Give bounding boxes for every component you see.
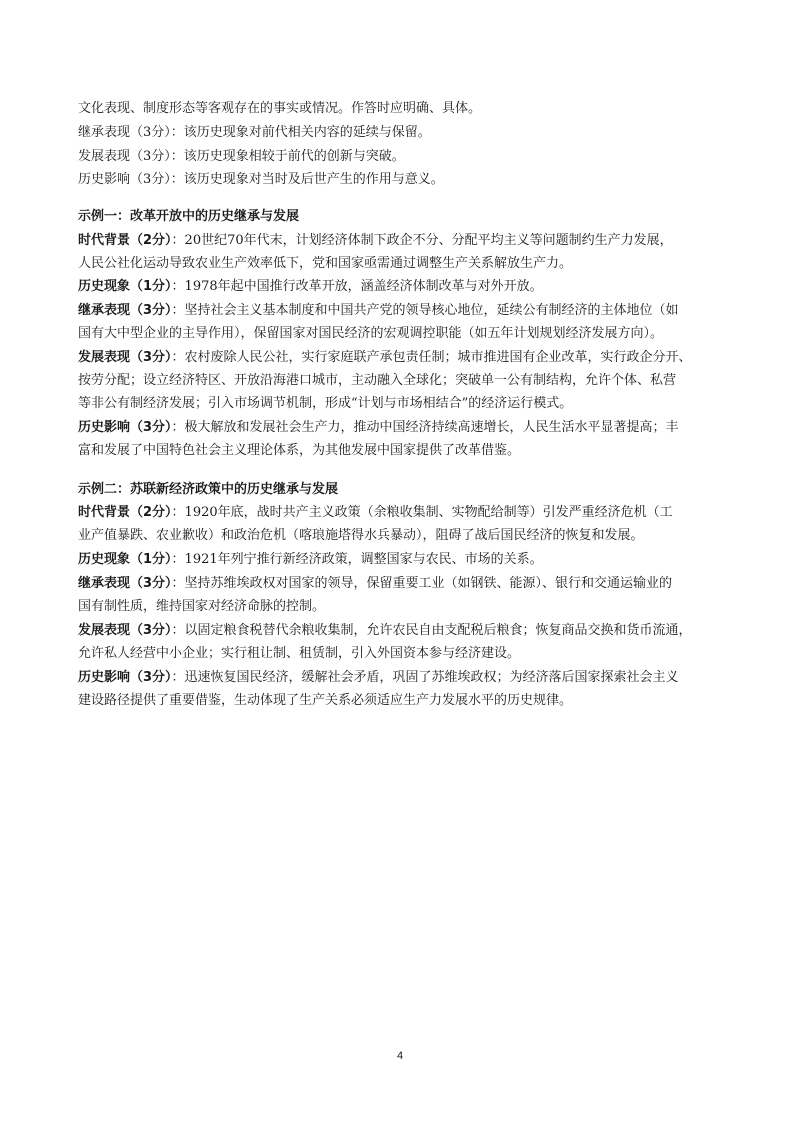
field-label: 历史现象（1分） (78, 279, 172, 294)
example2-line (78, 692, 728, 710)
field-label: 继承表现（3分） (78, 576, 172, 591)
field-text: 业产值暴跌、农业歉收）和政治危机（喀琅施塔得水兵暴动），阻碍了战后国民经济的恢复和发展。 (78, 528, 644, 543)
example1-line (78, 302, 728, 320)
example2-line (78, 669, 728, 687)
example2-line (78, 622, 728, 640)
example2-line (78, 598, 728, 616)
field-text: ：极大解放和发展社会生产力，推动中国经济持续高速增长，人民生活水平显著提高；丰 (171, 420, 679, 435)
example1-line (78, 395, 728, 413)
field-label: 时代背景（2分） (78, 233, 172, 248)
example1-line (78, 419, 728, 437)
example1-title: 示例一：改革开放中的历史继承与发展 (78, 209, 300, 224)
field-text: ：1978年起中国推行改革开放，涵盖经济体制改革与对外开放。 (171, 279, 543, 294)
example1-line (78, 278, 728, 296)
field-label: 继承表现（3分） (78, 303, 172, 318)
field-label: 历史现象（1分） (78, 552, 172, 567)
field-text: ：20世纪70年代末，计划经济体制下政企不分、分配平均主义等问题制约生产力发展， (171, 233, 673, 248)
field-text: 建设路径提供了重要借鉴，生动体现了生产关系必须适应生产力发展水平的历史规律。 (78, 693, 573, 708)
intro-line: 文化表现、制度形态等客观存在的事实或情况。作答时应明确、具体。 (78, 101, 482, 116)
field-text: 国有大中型企业的主导作用），保留国家对国民经济的宏观调控职能（如五年计划规划经济发展方向）。 (78, 326, 664, 341)
field-label: 历史影响（3分） (78, 670, 172, 685)
field-text: ：1921年列宁推行新经济政策，调整国家与农民、市场的关系。 (171, 552, 543, 567)
field-text: 国有制性质，维持国家对经济命脉的控制。 (78, 599, 326, 614)
field-text: ：以固定粮食税替代余粮收集制，允许农民自由支配税后粮食；恢复商品交换和货币流通， (171, 623, 692, 638)
example2-line (78, 645, 728, 663)
field-text: 富和发展了中国特色社会主义理论体系，为其他发展中国家提供了改革借鉴。 (78, 443, 521, 458)
example1-line (78, 372, 728, 390)
example2-line (78, 575, 728, 593)
example2-line (78, 527, 728, 545)
field-text: 等非公有制经济发展；引入市场调节机制，形成“计划与市场相结合”的经济运行模式。 (78, 396, 573, 411)
field-text: ：农村废除人民公社，实行家庭联产承包责任制；城市推进国有企业改革，实行政企分开、 (171, 350, 692, 365)
example2-line (78, 551, 728, 569)
example1-line (78, 442, 728, 460)
example2-title: 示例二：苏联新经济政策中的历史继承与发展 (78, 482, 339, 497)
field-text: ：坚持苏维埃政权对国家的领导，保留重要工业（如钢铁、能源）、银行和交通运输业的 (171, 576, 673, 591)
field-label: 发展表现（3分） (78, 350, 172, 365)
field-text: 按劳分配；设立经济特区、开放沿海港口城市，主动融入全球化；突破单一公有制结构，允许个体、私营 (78, 373, 677, 388)
field-text: ：1920年底，战时共产主义政策（余粮收集制、实物配给制等）引发严重经济危机（工 (171, 505, 673, 520)
page-number: 4 (396, 1050, 404, 1062)
example1-line (78, 255, 728, 273)
intro-line: 历史影响（3分）：该历史现象对当时及后世产生的作用与意义。 (78, 172, 444, 187)
field-label: 时代背景（2分） (78, 505, 172, 520)
example1-line (78, 232, 728, 250)
field-label: 发展表现（3分） (78, 623, 172, 638)
field-label: 历史影响（3分） (78, 420, 172, 435)
field-text: 允许私人经营中小企业；实行租让制、租赁制，引入外国资本参与经济建设。 (78, 646, 521, 661)
intro-line: 发展表现（3分）：该历史现象相较于前代的创新与突破。 (78, 149, 405, 164)
field-text: 人民公社化运动导致农业生产效率低下，党和国家亟需通过调整生产关系解放生产力。 (78, 256, 573, 271)
field-text: ：坚持社会主义基本制度和中国共产党的领导核心地位，延续公有制经济的主体地位（如 (171, 303, 679, 318)
example1-line (78, 349, 728, 367)
example1-line (78, 325, 728, 343)
intro-line: 继承表现（3分）：该历史现象对前代相关内容的延续与保留。 (78, 125, 431, 140)
field-text: ：迅速恢复国民经济，缓解社会矛盾，巩固了苏维埃政权；为经济落后国家探索社会主义 (171, 670, 679, 685)
example2-line (78, 504, 728, 522)
